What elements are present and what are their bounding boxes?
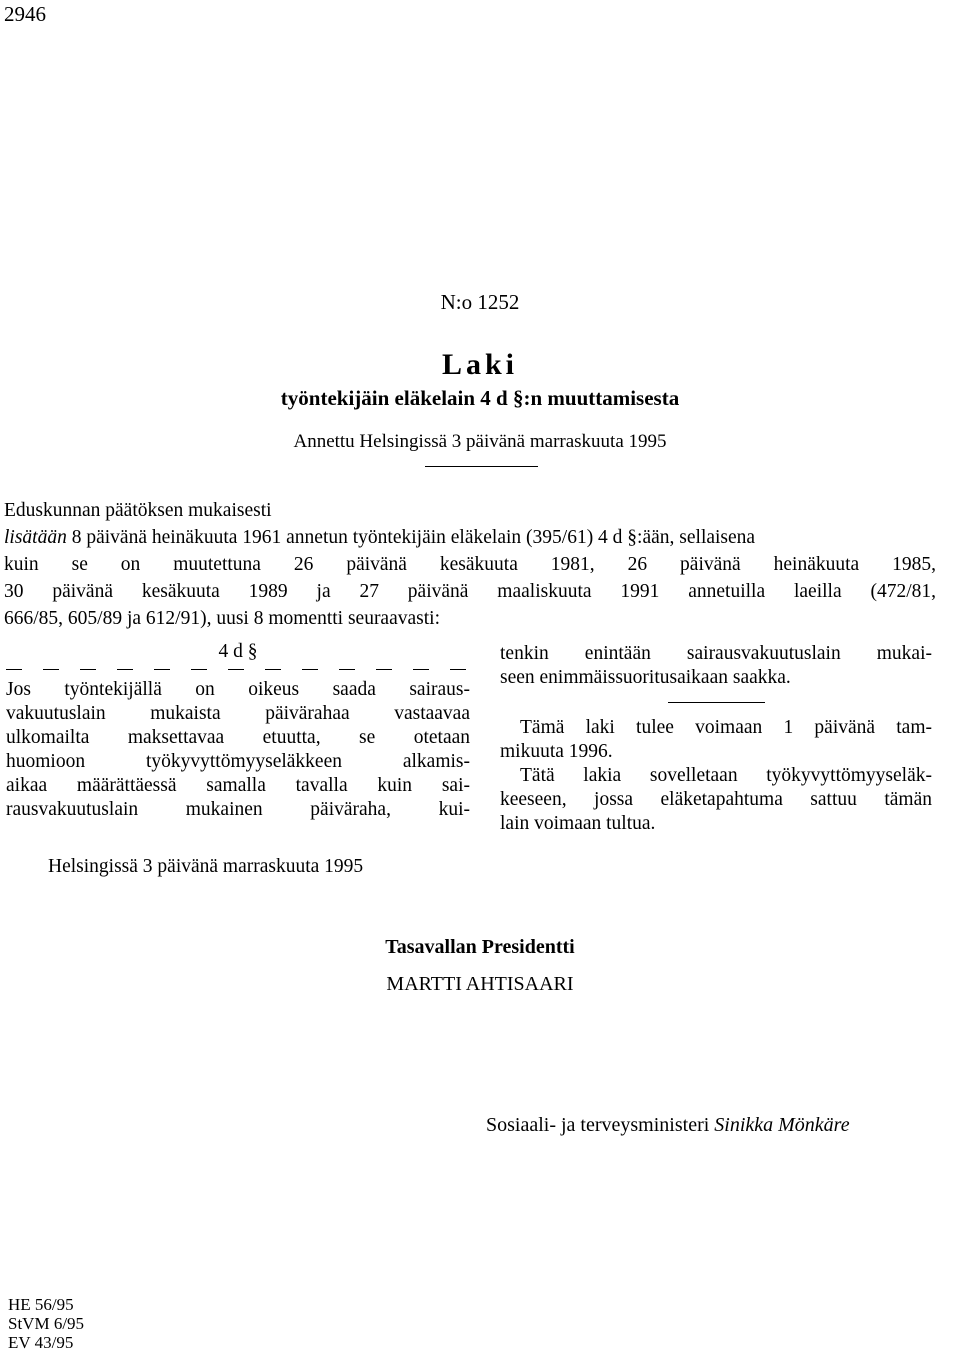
intro-line: Eduskunnan päätöksen mukaisesti — [4, 500, 272, 521]
intro-line: 30 päivänä kesäkuuta 1989 ja 27 päivänä maaliskuuta 1991 annetuilla laeilla (472/81, — [4, 581, 936, 602]
reference-item: EV 43/95 — [8, 1333, 74, 1352]
right-column — [500, 642, 932, 836]
minister-role: Sosiaali- ja terveysministeri — [486, 1114, 710, 1136]
transitional-line: lain voimaan tultua. — [500, 813, 656, 834]
dash — [339, 669, 355, 670]
dash — [376, 669, 392, 670]
section-text-line: vakuutuslain mukaista päivärahaa vastaavaa — [6, 703, 470, 724]
dash — [191, 669, 207, 670]
left-column — [6, 640, 470, 822]
section-text-line: tenkin enintään sairausvakuutuslain mukai- — [500, 643, 932, 664]
section-text-line: ulkomailta maksettavaa etuutta, se otetaan — [6, 727, 470, 748]
dash — [302, 669, 318, 670]
transitional-line: Tämä laki tulee voimaan 1 päivänä tam- — [520, 717, 932, 738]
intro-line: 666/85, 605/89 ja 612/91), uusi 8 momentti seuraavasti: — [4, 608, 440, 629]
president-title: Tasavallan Presidentti — [385, 936, 575, 958]
section-heading: 4 d § — [218, 641, 258, 662]
dash — [265, 669, 281, 670]
issued-date: Annettu Helsingissä 3 päivänä marraskuuta 1995 — [293, 431, 667, 452]
title-divider — [425, 466, 538, 467]
intro-line — [4, 524, 936, 551]
section-divider — [668, 702, 765, 703]
dash — [80, 669, 96, 670]
minister-name: Sinikka Mönkäre — [714, 1114, 850, 1136]
transitional-line: Tätä lakia sovelletaan työkyvyttömyyseläk- — [520, 765, 932, 786]
section-text-line: huomioon työkyvyttömyyseläkkeen alkamis- — [6, 751, 470, 772]
section-text-line: aikaa määrättäessä samalla tavalla kuin sai- — [6, 775, 470, 796]
transitional-line: keeseen, jossa eläketapahtuma sattuu tämän — [500, 789, 932, 810]
section-text-line: seen enimmäissuoritusaikaan saakka. — [500, 667, 791, 688]
transitional-line: mikuuta 1996. — [500, 741, 613, 762]
dash — [413, 669, 429, 670]
document-number: N:o 1252 — [440, 290, 520, 314]
references — [8, 1295, 84, 1352]
dash — [450, 669, 466, 670]
dash — [43, 669, 59, 670]
omission-dashes — [6, 664, 470, 678]
enacting-verb: lisätään — [4, 527, 67, 548]
page-number: 2946 — [4, 2, 46, 26]
section-text-line: rausvakuutuslain mukainen päiväraha, kui- — [6, 799, 470, 820]
dash — [154, 669, 170, 670]
dash — [117, 669, 133, 670]
president-name: MARTTI AHTISAARI — [386, 973, 574, 995]
law-title: Laki — [441, 348, 519, 381]
intro-line-rest: 8 päivänä heinäkuuta 1961 annetun työntekijäin eläkelain (395/61) 4 d §:ään, sellaisena — [66, 527, 756, 548]
dash — [6, 669, 22, 670]
intro-paragraph — [4, 497, 936, 632]
reference-item: HE 56/95 — [8, 1295, 74, 1314]
intro-line: kuin se on muutettuna 26 päivänä kesäkuuta 1981, 26 päivänä heinäkuuta 1985, — [4, 554, 936, 575]
place-and-date: Helsingissä 3 päivänä marraskuuta 1995 — [48, 856, 364, 877]
dash — [228, 669, 244, 670]
minister-signature — [486, 1114, 850, 1137]
section-text-line: Jos työntekijällä on oikeus saada sairaus- — [6, 679, 470, 700]
law-subtitle: työntekijäin eläkelain 4 d §:n muuttamisesta — [280, 386, 680, 410]
reference-item: StVM 6/95 — [8, 1314, 85, 1333]
